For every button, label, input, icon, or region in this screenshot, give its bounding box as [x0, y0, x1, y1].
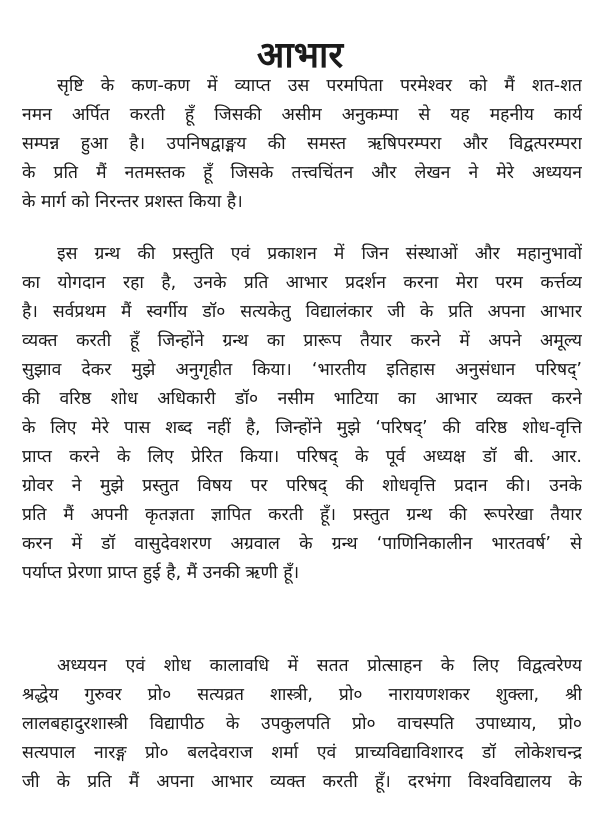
text-line: करन में डॉ वासुदेवशरण अग्रवाल के ग्रन्थ ‘पाणिनिकालीन भारतवर्ष’ से: [22, 534, 582, 554]
text-line: लालबहादुरशास्त्री विद्यापीठ के उपकुलपति प्रो० वाचस्पति उपाध्याय, प्रो०: [22, 714, 582, 734]
page-title: आभार: [256, 35, 344, 77]
text-line: नमन अर्पित करती हूँ जिसकी असीम अनुकम्पा से यह महनीय कार्य: [22, 105, 582, 125]
text-line: प्राप्त करने के लिए प्रेरित किया। परिषद् के पूर्व अध्यक्ष डॉ बी. आर.: [22, 447, 582, 467]
text-line: की वरिष्ठ शोध अधिकारी डॉ० नसीम भाटिया का आभार व्यक्त करने: [22, 389, 582, 409]
text-line: ग्रोवर ने मुझे प्रस्तुत विषय पर परिषद् की शोधवृत्ति प्रदान की। उनके: [22, 476, 582, 496]
text-line: प्रति मैं अपनी कृतज्ञता ज्ञापित करती हूँ। प्रस्तुत ग्रन्थ की रूपरेखा तैयार: [22, 505, 582, 525]
text-line: इस ग्रन्थ की प्रस्तुति एवं प्रकाशन में जिन संस्थाओं और महानुभावों: [57, 244, 582, 264]
text-line: जी के प्रति मैं अपना आभार व्यक्त करती हूँ। दरभंगा विश्वविद्यालय के: [22, 772, 582, 792]
text-line: का योगदान रहा है, उनके प्रति आभार प्रदर्शन करना मेरा परम कर्त्तव्य: [22, 273, 582, 293]
text-line: सत्यपाल नारङ्ग प्रो० बलदेवराज शर्मा एवं प्राच्यविद्याविशारद डॉ लोकेशचन्द्र: [22, 743, 582, 763]
paragraph-1: [22, 72, 582, 217]
text-line: के प्रति मैं नतमस्तक हूँ जिसके तत्त्वचिंतन और लेखन ने मेरे अध्ययन: [22, 163, 582, 183]
text-line: श्रद्धेय गुरुवर प्रो० सत्यव्रत शास्त्री, प्रो० नारायणशकर शुक्ला, श्री: [22, 685, 582, 705]
text-line: व्यक्त करती हूँ जिन्होंने ग्रन्थ का प्रारूप तैयार करने में अपने अमूल्य: [22, 331, 582, 351]
paragraph-3: [22, 652, 582, 797]
text-line: पर्याप्त प्रेरणा प्राप्त हुई है, मैं उनकी ऋणी हूँ।: [22, 563, 300, 583]
text-line: सम्पन्न हुआ है। उपनिषद्वाङ्मय की समस्त ऋषिपरम्परा और विद्वत्परम्परा: [22, 134, 582, 154]
text-line: सृष्टि के कण-कण में व्याप्त उस परमपिता परमेश्वर को मैं शत-शत: [57, 76, 582, 96]
paragraph-2: [22, 240, 582, 588]
text-line: के मार्ग को निरन्तर प्रशस्त किया है।: [22, 192, 243, 212]
text-line: है। सर्वप्रथम मैं स्वर्गीय डॉ० सत्यकेतु विद्यालंकार जी के प्रति अपना आभार: [22, 302, 582, 322]
text-line: सुझाव देकर मुझे अनुगृहीत किया। ‘भारतीय इतिहास अनुसंधान परिषद्’: [22, 360, 582, 380]
text-line: अध्ययन एवं शोध कालावधि में सतत प्रोत्साहन के लिए विद्वत्वरेण्य: [57, 656, 582, 676]
text-line: के लिए मेरे पास शब्द नहीं है, जिन्होंने मुझे ‘परिषद्’ की वरिष्ठ शोध-वृत्ति: [22, 418, 582, 438]
